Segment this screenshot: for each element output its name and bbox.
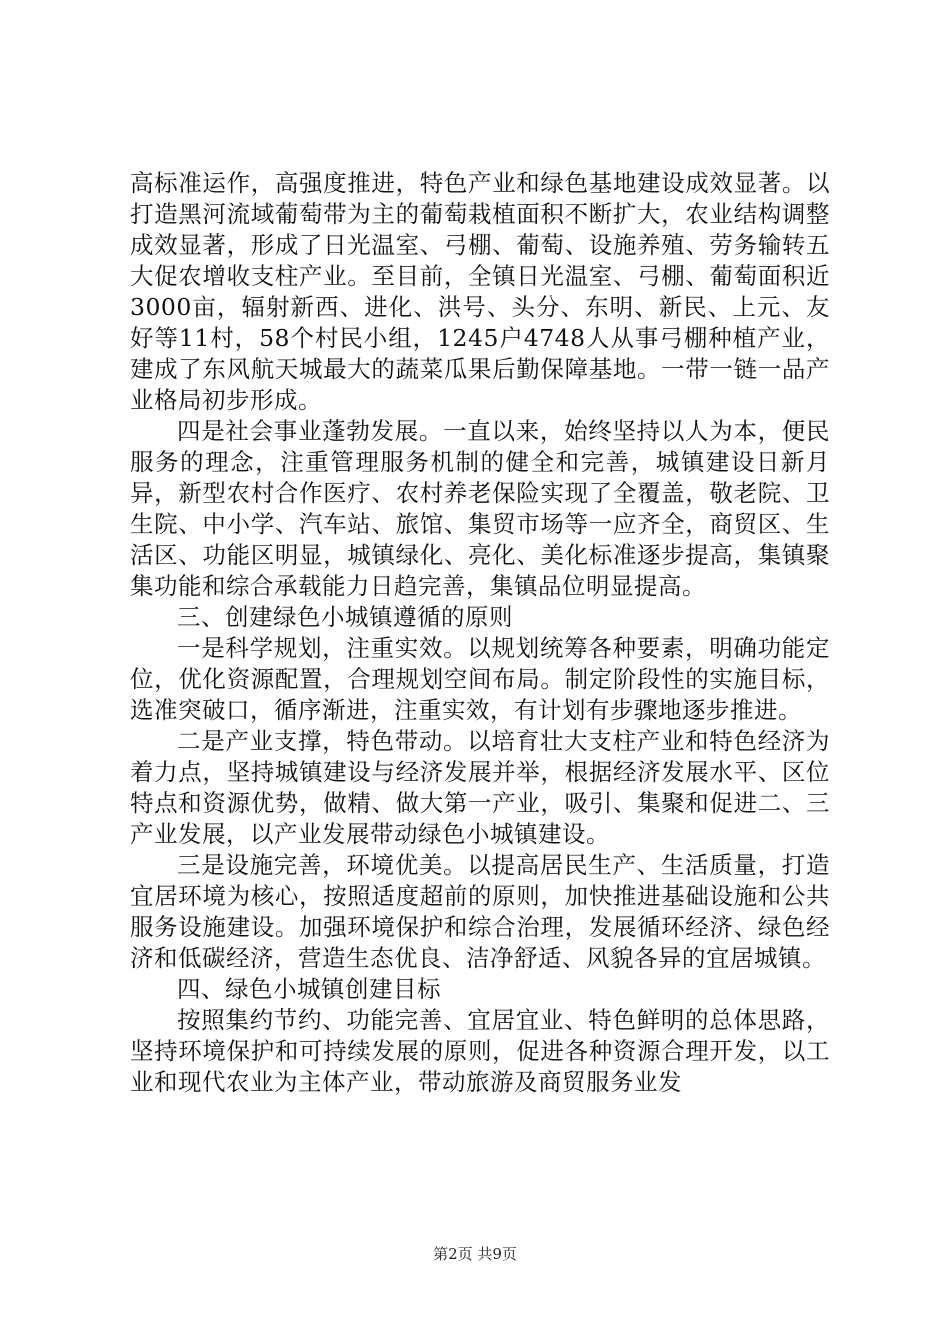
paragraph-goals: 按照集约节约、功能完善、宜居宜业、特色鲜明的总体思路，坚持环境保护和可持续发展的原则，促进各种资源合理开发，以工业和现代农业为主体产业，带动旅游及商贸服务业发: [130, 1006, 830, 1096]
paragraph-industry-results: 高标准运作，高强度推进，特色产业和绿色基地建设成效显著。以打造黑河流域葡萄带为主的葡萄栽植面积不断扩大，农业结构调整成效显著，形成了日光温室、弓棚、葡萄、设施养殖、劳务输转五大促农增收支柱产业。至目前，全镇日光温室、弓棚、葡萄面积近3000亩，辐射新西、进化、洪号、头分、东明、新民、上元、友好等11村，58个村民小组，1245户4748人从事弓棚种植产业，建成了东风航天城最大的蔬菜瓜果后勤保障基地。一带一链一品产业格局初步形成。: [130, 169, 830, 414]
page-number-footer: 第2页 共9页: [433, 1245, 517, 1263]
section-heading-goals: 四、绿色小城镇创建目标: [177, 975, 441, 1003]
section-heading-principles: 三、创建绿色小城镇遵循的原则: [177, 603, 513, 631]
paragraph-principle-planning: 一是科学规划，注重实效。以规划统筹各种要素，明确功能定位，优化资源配置，合理规划空间布局。制定阶段性的实施目标，选准突破口，循序渐进，注重实效，有计划有步骤地逐步推进。: [130, 634, 830, 724]
paragraph-principle-industry: 二是产业支撑，特色带动。以培育壮大支柱产业和特色经济为着力点，坚持城镇建设与经济发展并举，根据经济发展水平、区位特点和资源优势，做精、做大第一产业，吸引、集聚和促进二、三产业发展，以产业发展带动绿色小城镇建设。: [130, 727, 830, 848]
paragraph-social-development: 四是社会事业蓬勃发展。一直以来，始终坚持以人为本，便民服务的理念，注重管理服务机制的健全和完善，城镇建设日新月异，新型农村合作医疗、农村养老保险实现了全覆盖，敬老院、卫生院、中小学、汽车站、旅馆、集贸市场等一应齐全，商贸区、生活区、功能区明显，城镇绿化、亮化、美化标准逐步提高，集镇聚集功能和综合承载能力日趋完善，集镇品位明显提高。: [130, 417, 830, 600]
document-body: [130, 168, 830, 1098]
paragraph-principle-environment: 三是设施完善，环境优美。以提高居民生产、生活质量，打造宜居环境为核心，按照适度超前的原则，加快推进基础设施和公共服务设施建设。加强环境保护和综合治理，发展循环经济、绿色经济和低碳经济，营造生态优良、洁净舒适、风貌各异的宜居城镇。: [130, 851, 830, 972]
